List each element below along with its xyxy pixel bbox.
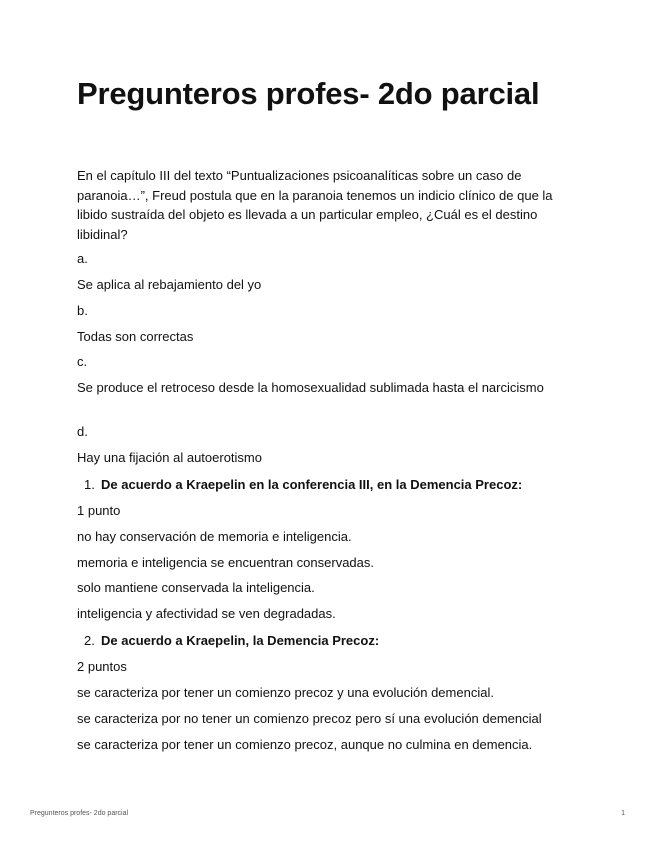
intro-question: En el capítulo III del texto “Puntualizaciones psicoanalíticas sobre un caso de paranoia…”, Freud postula que en la paranoia tenemos un indicio clínico de que la libido sustraída del objeto es llevada a un particular empleo, ¿Cuál es el destino libidinal? [77,168,553,242]
page-title: Pregunteros profes- 2do parcial [77,76,540,111]
option-text-a: Se aplica al rebajamiento del yo [77,277,262,292]
footer-title: Pregunteros profes- 2do parcial [30,810,129,817]
question-1-number: 1. [84,477,95,492]
question-2-heading [84,633,379,649]
question-2-option-2: se caracteriza por no tener un comienzo precoz pero sí una evolución demencial [77,711,542,726]
footer-page-number: 1 [621,810,625,817]
option-letter-b: b. [77,303,88,318]
option-letter-d: d. [77,424,88,439]
option-text-b: Todas son correctas [77,329,194,344]
question-1-points: 1 punto [77,503,121,518]
question-1-heading [84,477,522,493]
option-text-d: Hay una fijación al autoerotismo [77,450,262,465]
question-2-points: 2 puntos [77,659,127,674]
option-text-c: Se produce el retroceso desde la homosexualidad sublimada hasta el narcicismo [77,380,544,395]
question-1-option-1: no hay conservación de memoria e inteligencia. [77,529,352,544]
question-1-option-2: memoria e inteligencia se encuentran conservadas. [77,555,375,570]
question-2-option-1: se caracteriza por tener un comienzo precoz y una evolución demencial. [77,685,494,700]
option-letter-c: c. [77,354,88,369]
question-1-option-3: solo mantiene conservada la inteligencia. [77,580,315,595]
question-1-option-4: inteligencia y afectividad se ven degradadas. [77,606,336,621]
question-1-text: De acuerdo a Kraepelin en la conferencia III, en la Demencia Precoz: [101,477,523,492]
question-2-number: 2. [84,633,95,648]
option-letter-a: a. [77,251,88,266]
question-2-option-3: se caracteriza por tener un comienzo precoz, aunque no culmina en demencia. [77,737,533,752]
question-2-text: De acuerdo a Kraepelin, la Demencia Precoz: [101,633,380,648]
